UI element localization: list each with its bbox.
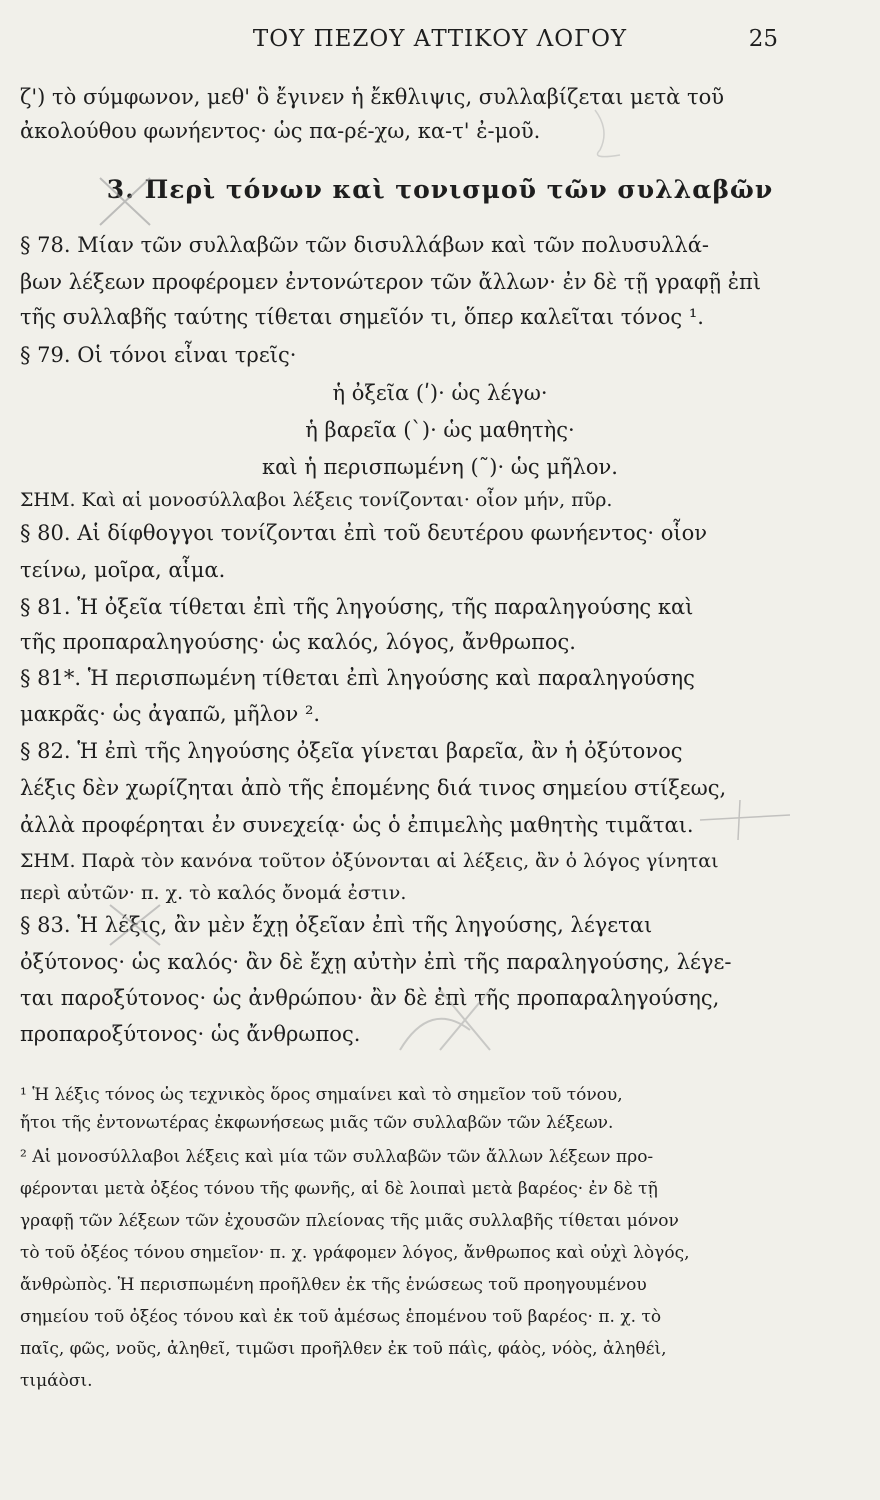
running-title: ΤΟΥ ΠΕΖΟΥ ΑΤΤΙΚΟΥ ΛΟΓΟΥ xyxy=(252,26,628,52)
footnote-2-line-1: ² Αἱ μονοσύλλαβοι λέξεις καὶ μία τῶν συλλαβῶν τῶν ἄλλων λέξεων προ- xyxy=(20,1147,654,1167)
section-heading: 3. Περὶ τόνων καὶ τονισμοῦ τῶν συλλαβῶν xyxy=(106,175,774,204)
p82-line-3: ἀλλὰ προφέρηται ἐν συνεχείᾳ· ὡς ὁ ἐπιμελὴς μαθητὴς τιμᾶται. xyxy=(20,813,694,837)
p82-note-line-1: ΣΗΜ. Παρὰ τὸν κανόνα τοῦτον ὀξύνονται αἱ λέξεις, ἂν ὁ λόγος γίνηται xyxy=(20,850,719,872)
p80-line-1: § 80. Αἱ δίφθογγοι τονίζονται ἐπὶ τοῦ δευτέρου φωνήεντος· οἷον xyxy=(20,521,707,545)
p79-accent-oxeia: ἡ ὀξεῖα (ʹ)· ὡς λέγω· xyxy=(332,381,548,405)
p79-accent-bareia: ἡ βαρεῖα (`)· ὡς μαθητὴς· xyxy=(305,418,575,442)
footnote-2-line-6: σημείου τοῦ ὀξέος τόνου καὶ ἐκ τοῦ ἀμέσως ἑπομένου τοῦ βαρέος· π. χ. τὸ xyxy=(20,1307,662,1327)
p83-line-1: § 83. Ἡ λέξις, ἂν μὲν ἔχῃ ὀξεῖαν ἐπὶ τῆς ληγούσης, λέγεται xyxy=(20,913,653,937)
p83-line-2: ὀξύτονος· ὡς καλός· ἂν δὲ ἔχῃ αὐτὴν ἐπὶ τῆς παραληγούσης, λέγε- xyxy=(20,950,732,974)
p81a-line-1: § 81*. Ἡ περισπωμένη τίθεται ἐπὶ ληγούσης καὶ παραληγούσης xyxy=(20,666,695,690)
p78-line-3: τῆς συλλαβῆς ταύτης τίθεται σημεῖόν τι, ὅπερ καλεῖται τόνος ¹. xyxy=(20,305,704,329)
footnote-2-line-3: γραφῇ τῶν λέξεων τῶν ἐχουσῶν πλείονας τῆς μιᾶς συλλαβῆς τίθεται μόνον xyxy=(20,1211,679,1231)
page-number: 25 xyxy=(748,26,778,52)
p81a-line-2: μακρᾶς· ὡς ἀγαπῶ, μῆλον ². xyxy=(20,702,321,726)
footnote-2-line-2: φέρονται μετὰ ὀξέος τόνου τῆς φωνῆς, αἱ δὲ λοιπαὶ μετὰ βαρέος· ἐν δὲ τῇ xyxy=(20,1179,658,1199)
footnote-2-line-7: παῖς, φῶς, νοῦς, ἀληθεῖ, τιμῶσι προῆλθεν ἐκ τοῦ πάὶς, φάὸς, νόὸς, ἀληθέὶ, xyxy=(20,1339,667,1359)
p81-line-1: § 81. Ἡ ὀξεῖα τίθεται ἐπὶ τῆς ληγούσης, τῆς παραληγούσης καὶ xyxy=(20,595,694,619)
p83-line-4: προπαροξύτονος· ὡς ἄνθρωπος. xyxy=(20,1022,361,1046)
intro-line-2: ἀκολούθου φωνήεντος· ὡς πα-ρέ-χω, κα-τ' ἐ-μοῦ. xyxy=(20,119,541,143)
p81-line-2: τῆς προπαραληγούσης· ὡς καλός, λόγος, ἄνθρωπος. xyxy=(20,630,576,654)
footnote-2-line-5: ἄνθρὼπὸς. Ἡ περισπωμένη προῆλθεν ἐκ τῆς ἑνώσεως τοῦ προηγουμένου xyxy=(20,1275,647,1295)
p80-line-2: τείνω, μοῖρα, αἷμα. xyxy=(20,558,226,582)
p79-accent-perispomeni: καὶ ἡ περισπωμένη (῀)· ὡς μῆλον. xyxy=(262,455,618,479)
footnote-1-line-2: ἤτοι τῆς ἐντονωτέρας ἐκφωνήσεως μιᾶς τῶν συλλαβῶν τῶν λέξεων. xyxy=(20,1113,614,1133)
p82-note-line-2: περὶ αὐτῶν· π. χ. τὸ καλός ὄνομά ἐστιν. xyxy=(20,882,407,904)
p82-line-2: λέξις δὲν χωρίζηται ἀπὸ τῆς ἑπομένης διά τινος σημείου στίξεως, xyxy=(20,776,727,800)
footnote-1-line-1: ¹ Ἡ λέξις τόνος ὡς τεχνικὸς ὅρος σημαίνει καὶ τὸ σημεῖον τοῦ τόνου, xyxy=(20,1085,623,1105)
p78-line-2: βων λέξεων προφέρομεν ἐντονώτερον τῶν ἄλλων· ἐν δὲ τῇ γραφῇ ἐπὶ xyxy=(20,270,762,294)
footnote-2-line-8: τιμάὸσι. xyxy=(20,1371,93,1391)
footnote-2-line-4: τὸ τοῦ ὀξέος τόνου σημεῖον· π. χ. γράφομεν λόγος, ἄνθρωπος καὶ οὐχὶ λὸγός, xyxy=(20,1243,690,1263)
p78-line-1: § 78. Μίαν τῶν συλλαβῶν τῶν δισυλλάβων καὶ τῶν πολυσυλλά- xyxy=(20,233,709,257)
p79-note: ΣΗΜ. Καὶ αἱ μονοσύλλαβοι λέξεις τονίζονται· οἷον μήν, πῦρ. xyxy=(20,489,613,511)
intro-line-1: ζ') τὸ σύμφωνον, μεθ' ὃ ἔγινεν ἡ ἔκθλιψις, συλλαβίζεται μετὰ τοῦ xyxy=(20,85,725,109)
p83-line-3: ται παροξύτονος· ὡς ἀνθρώπου· ἂν δὲ ἐπὶ τῆς προπαραληγούσης, xyxy=(20,986,720,1010)
p79-line-1: § 79. Οἱ τόνοι εἶναι τρεῖς· xyxy=(20,343,297,367)
p82-line-1: § 82. Ἡ ἐπὶ τῆς ληγούσης ὀξεῖα γίνεται βαρεῖα, ἂν ἡ ὀξύτονος xyxy=(20,739,683,763)
running-header xyxy=(0,24,880,58)
